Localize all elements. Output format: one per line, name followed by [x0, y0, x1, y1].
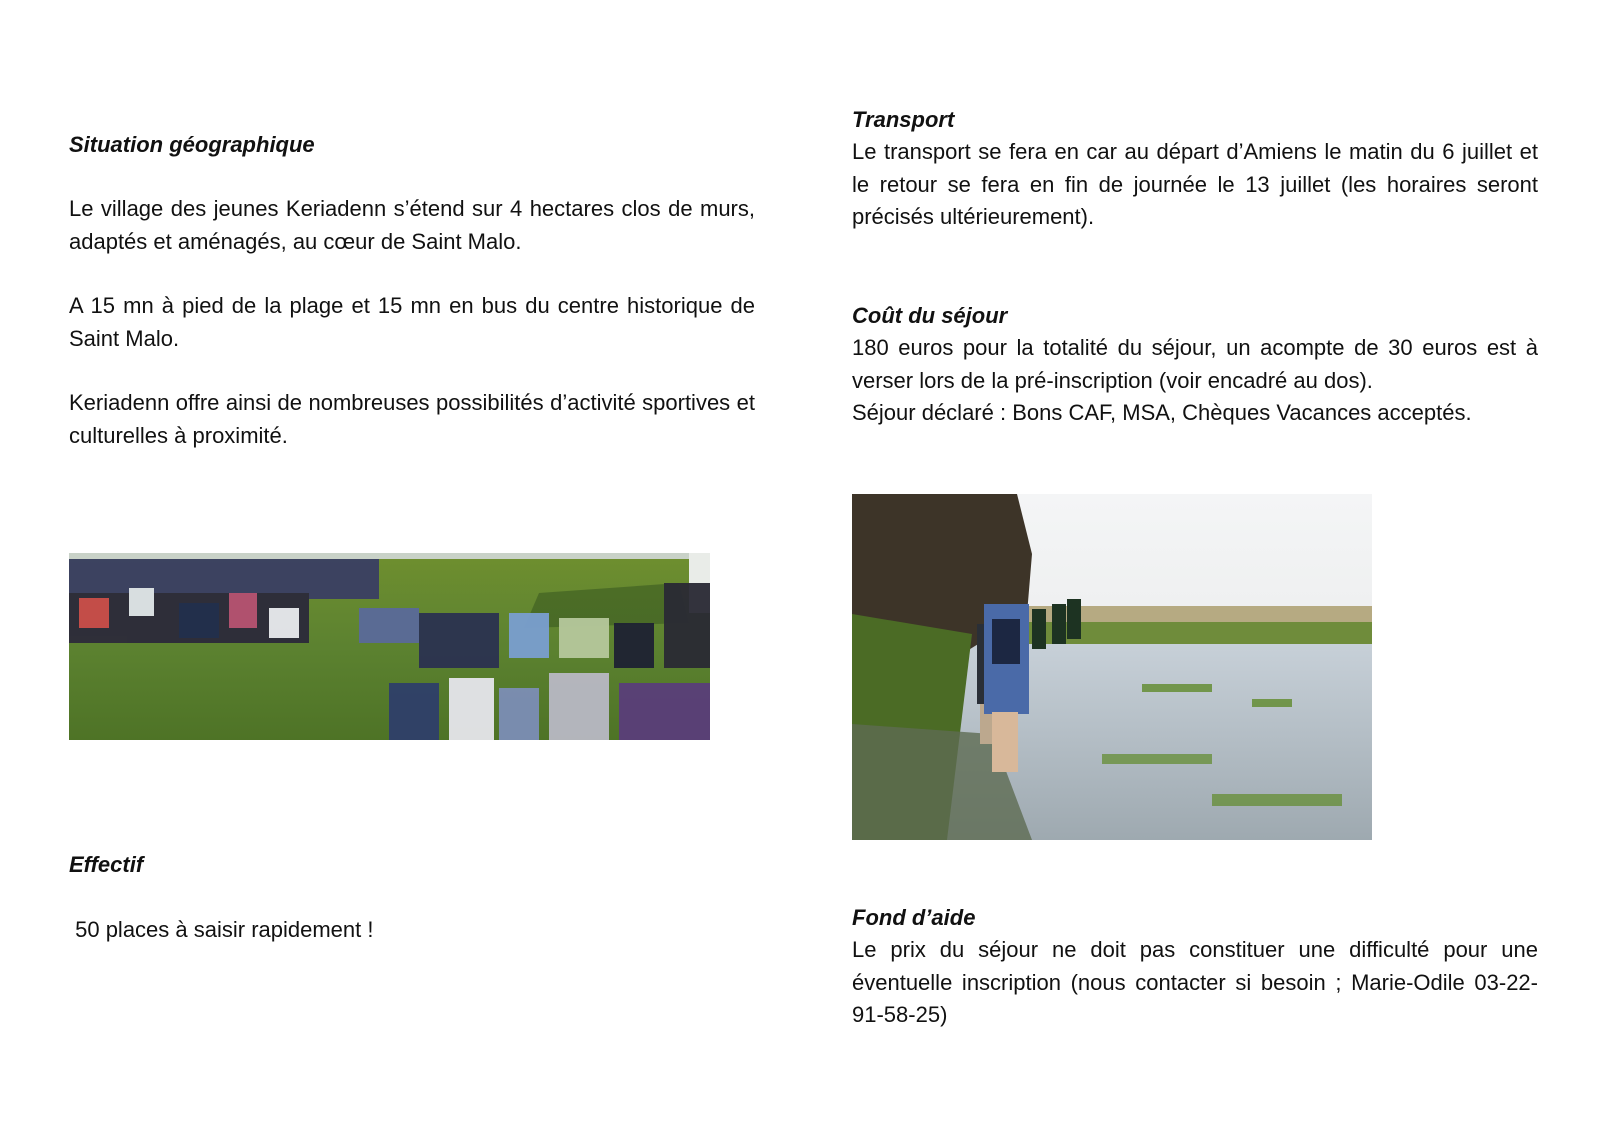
section-transport — [852, 103, 1538, 234]
photo-hikers-flooded-field — [852, 494, 1372, 840]
heading-transport: Transport — [852, 107, 955, 132]
paragraph-plage: A 15 mn à pied de la plage et 15 mn en bus du centre historique de Saint Malo. — [69, 293, 755, 351]
paragraph-cout: 180 euros pour la totalité du séjour, un acompte de 30 euros est à verser lors de la pré-inscription (voir encadré au dos). — [852, 335, 1538, 393]
paragraph-village: Le village des jeunes Keriadenn s’étend sur 4 hectares clos de murs, adaptés et aménagés, au cœur de Saint Malo. — [69, 196, 755, 254]
paragraph-sejour-declare: Séjour déclaré : Bons CAF, MSA, Chèques Vacances acceptés. — [852, 400, 1472, 425]
section-fond — [852, 901, 1538, 1032]
paragraph-transport: Le transport se fera en car au départ d’Amiens le matin du 6 juillet et le retour se fera en fin de journée le 13 juillet (les horaires seront précisés ultérieurement). — [852, 139, 1538, 229]
heading-fond: Fond d’aide — [852, 905, 976, 930]
section-effectif — [69, 848, 755, 947]
paragraph-effectif: 50 places à saisir rapidement ! — [69, 917, 374, 942]
heading-effectif: Effectif — [69, 852, 144, 877]
paragraph-activites: Keriadenn offre ainsi de nombreuses possibilités d’activité sportives et culturelles à proximité. — [69, 390, 755, 448]
paragraph-fond: Le prix du séjour ne doit pas constituer une difficulté pour une éventuelle inscription (nous contacter si besoin ; Marie-Odile 03-22-91-58-25) — [852, 937, 1538, 1027]
section-cout — [852, 299, 1538, 430]
heading-cout: Coût du séjour — [852, 303, 1008, 328]
heading-situation: Situation géographique — [69, 132, 315, 157]
photo-group-on-grass — [69, 553, 710, 740]
section-situation — [69, 128, 755, 452]
